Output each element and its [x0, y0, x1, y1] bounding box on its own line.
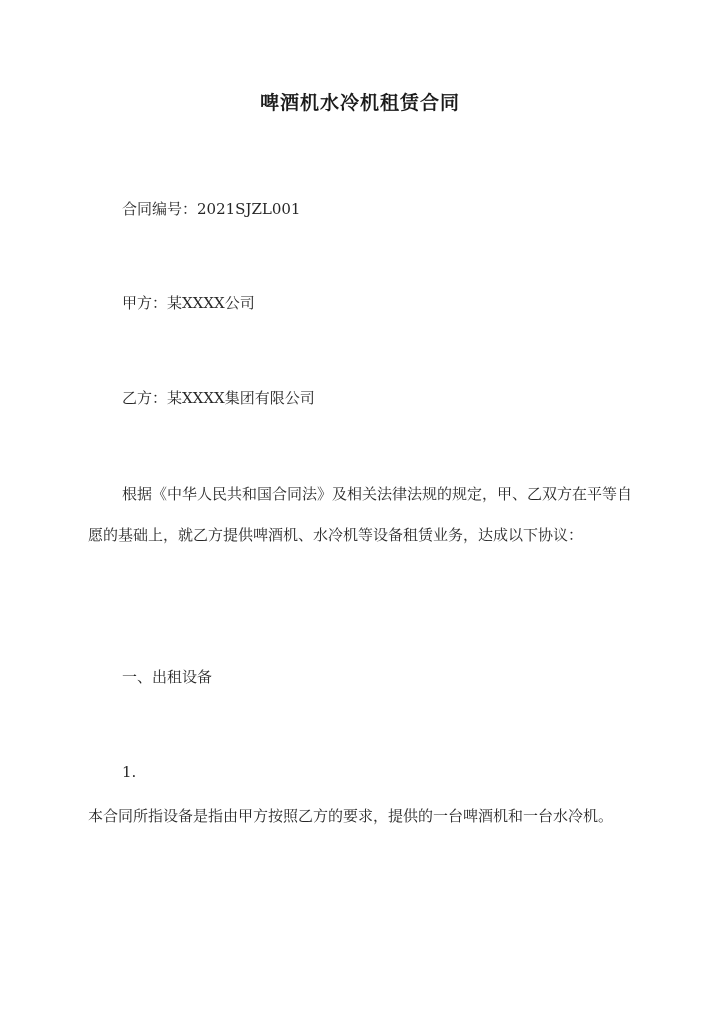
- section-heading: 一、出租设备: [122, 668, 213, 686]
- item-number: 1.: [122, 763, 137, 781]
- document-title: 啤酒机水冷机租赁合同: [259, 92, 460, 114]
- intro-paragraph: 根据《中华人民共和国合同法》及相关法律法规的规定，甲、乙双方在平等自愿的基础上，就乙方提供啤酒机、水冷机等设备租赁业务，达成以下协议：: [88, 485, 633, 544]
- item-paragraph: 本合同所指设备是指由甲方按照乙方的要求，提供的一台啤酒机和一台水冷机。: [88, 807, 614, 825]
- contract-number: 合同编号：2021SJZL001: [122, 200, 301, 218]
- party-b: 乙方：某XXXX集团有限公司: [122, 389, 315, 407]
- party-a: 甲方：某XXXX公司: [122, 294, 255, 312]
